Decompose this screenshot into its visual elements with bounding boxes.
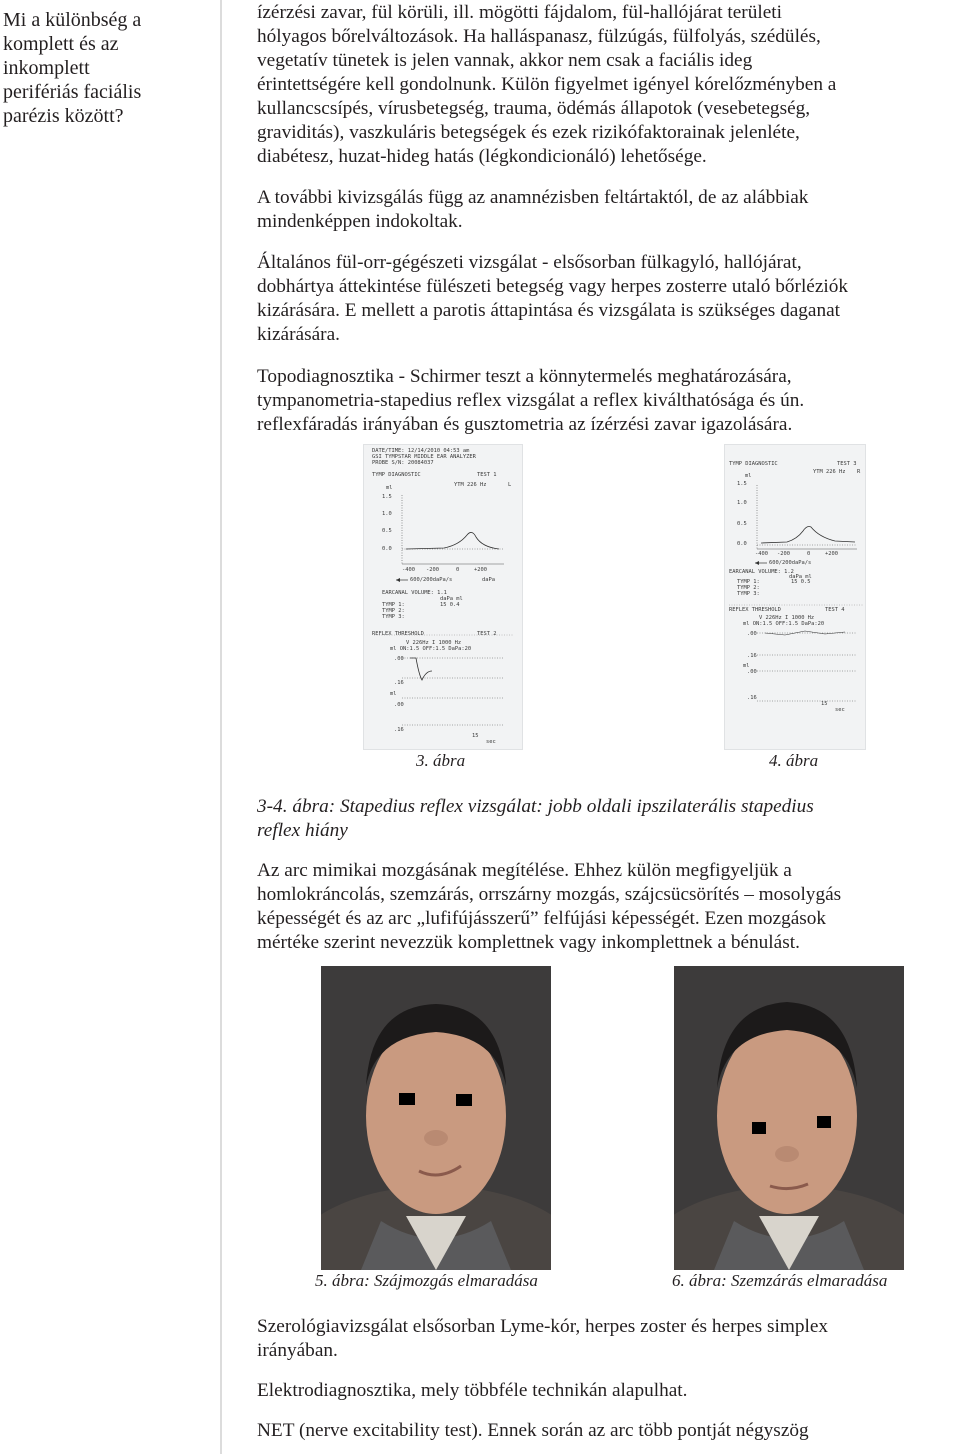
scan-tymp-row: TYMP 1: [382,602,405,608]
text-line: képességét és az arc „lufifújásszerű” felfújási képességét. Ezen mozgások [257,908,827,929]
paragraph-symptoms [257,1,957,169]
scan-x-tick: -200 [777,551,790,557]
patient-photo-drawing [674,966,904,1270]
sidebar-question-line: parézis között? [3,105,124,127]
text-line: Általános fül-orr-gégészeti vizsgálat - elsősorban fülkagyló, hallójárat, [257,252,802,273]
sidebar-question-line: perifériás faciális [3,81,142,103]
scan-x-tick: 0 [456,567,460,573]
scan-x-tick: -400 [402,567,415,573]
scan-sec-label: sec [835,707,845,713]
scan-y-tick: 1.5 [382,494,392,500]
scan-test-label: TEST 3 [837,461,857,467]
scan-reflex-params: V 226Hz I 1000 Hz [406,640,462,646]
patient-photo-drawing [321,966,551,1270]
scan-y-tick: 0.0 [737,541,747,547]
text-line: ízérzési zavar, fül körüli, ill. mögötti fájdalom, fül-hallójárat területi [257,2,782,23]
figure-3-4-caption [257,795,957,843]
scan-x-tick: -200 [426,567,439,573]
scan-side-label: L [508,482,512,488]
sidebar-question-line: Mi a különbség a [3,9,142,31]
text-line: hólyagos bőrelváltozások. Ha halláspanasz, fülzúgás, fülfolyás, szédülés, [257,26,821,47]
scan-tymp-values: 15 0.4 [440,602,460,608]
scan-rate-label: 600/200daPa/s [769,560,812,566]
scan-time-value: 15 [821,701,828,707]
text-line: mindenképpen indokoltak. [257,211,463,232]
text-line: homlokráncolás, szemzárás, orrszárny mozgás, szájcsücsörítés – mosolygás [257,884,842,905]
scan-tymp-row: TYMP 1: [737,579,760,585]
scan-reflex-tick: .16 [394,727,404,733]
scan-reflex-params: V 226Hz I 1000 Hz [759,615,815,621]
scan-tymp-title: TYMP DIAGNOSTIC [729,461,778,467]
scan-tymp-title: TYMP DIAGNOSTIC [372,472,421,478]
paragraph-net [257,1419,957,1443]
text-line: Szerológiavizsgálat elsősorban Lyme-kór, herpes zoster és herpes simplex [257,1316,829,1337]
figure-4-label: 4. ábra [769,751,819,770]
scan-y-tick: 1.0 [382,511,392,517]
scan-earcanal-volume: EARCANAL VOLUME: 1.2 [729,569,794,575]
text-line: A további kivizsgálás függ az anamnézisben feltártaktól, de az alábbiak [257,187,809,208]
scan-tymp-row: TYMP 3: [382,614,405,620]
text-line: mértéke szerint nevezzük komplettnek vagy inkomplettnek a bénulást. [257,932,800,953]
scan-reflex-tick: .16 [747,695,757,701]
scan-tymp-head: daPa ml [440,596,463,602]
scan-reflex-tick: .00 [747,669,757,675]
text-line: dobhártya áttekintése fülészeti betegség vagy herpes zosterre utaló bőrléziók [257,276,849,297]
scan-time-value: 15 [472,733,479,739]
text-line: érintettségére kell gondolnunk. Külön figyelmet igényel kórelőzményben a [257,74,837,95]
scan-y-tick: 1.5 [737,481,747,487]
paragraph-electrodiagnostics [257,1379,957,1403]
paragraph-examination [257,186,957,234]
scan-reflex-on: ml ON:1.5 OFF:1.5 DaPa:20 [390,646,472,652]
scan-earcanal-volume: EARCANAL VOLUME: 1.1 [382,590,447,596]
scan-ml-label: ml [386,485,393,491]
scan-ml-label: ml [745,473,752,479]
scan-ml-label: ml [743,663,750,669]
patient-photo-fig6 [674,966,904,1270]
sidebar-question-line: komplett és az [3,33,119,55]
scan-tymp-values: 15 0.5 [791,579,811,585]
scan-tymp-row: TYMP 2: [382,608,405,614]
scan-x-tick: +200 [825,551,838,557]
caption-line: 3-4. ábra: Stapedius reflex vizsgálat: jobb oldali ipszilaterális stapedius [257,796,814,817]
sidebar [0,0,222,1454]
text-line: kizárására. E mellett a parotis áttapintása és vizsgálata is szükséges daganat [257,300,841,321]
scan-x-tick: 0 [807,551,811,557]
scan-reflex-on: ml ON:1.5 OFF:1.5 DaPa:20 [743,621,825,627]
scan-sec-label: sec [486,739,496,745]
caption-line: reflex hiány [257,820,348,841]
scan-y-tick: 1.0 [737,500,747,506]
scan-y-tick: 0.5 [382,528,392,534]
text-line: graviditás), vaszkuláris betegségek és ezek rizikófaktorainak jelenléte, [257,122,800,143]
scan-ytm-label: YTM 226 Hz [454,482,487,488]
scan-y-tick: 0.0 [382,546,392,552]
text-line: kullancscsípés, vírusbetegség, trauma, ödémás állapotok (vesebetegség, [257,98,811,119]
scan-plot-lines [725,445,866,750]
scan-header-line: PROBE S/N: 20084037 [372,460,434,466]
patient-photo-fig5 [321,966,551,1270]
scan-tymp-row: TYMP 3: [737,591,760,597]
text-line: kizárására. [257,324,340,345]
scan-reflex-title: REFLEX THRESHOLD [729,607,781,613]
scan-x-tick: +200 [474,567,487,573]
scan-ml-label: ml [390,691,397,697]
scan-reflex-tick: .00 [394,656,404,662]
scan-x-tick: -400 [755,551,768,557]
tympanogram-scan-fig4 [724,444,866,750]
text-line: diabétesz, huzat-hideg hatás (légkondicionáló) lehetősége. [257,146,707,167]
scan-reflex-title: REFLEX THRESHOLD [372,631,424,637]
text-line: Elektrodiagnosztika, mely többféle technikán alapulhat. [257,1380,688,1401]
paragraph-serology [257,1315,957,1363]
scan-side-label: R [857,469,861,475]
text-line: reflexfáradás irányában és gusztometria az ízérzési zavar igazolására. [257,414,793,435]
paragraph-topodiagnostics [257,365,957,437]
scan-test-label: TEST 1 [477,472,497,478]
scan-dapa-label: daPa [482,577,495,583]
scan-rate-label: 600/200daPa/s [410,577,453,583]
scan-reflex-tick: .16 [394,680,404,686]
paragraph-facial-movement [257,859,957,955]
scan-ytm-label: YTM 226 Hz [813,469,846,475]
figure-5-caption: 5. ábra: Szájmozgás elmaradása [315,1271,538,1290]
text-line: vegetatív tünetek is jelen vannak, akkor nem csak a faciális ideg [257,50,753,71]
figure-3-label: 3. ábra [416,751,466,770]
text-line: tympanometria-stapedius reflex vizsgálat a reflex kiválthatósága és ún. [257,390,805,411]
text-line: NET (nerve excitability test). Ennek során az arc több pontját négyszög [257,1420,809,1441]
scan-reflex-tick: .00 [394,702,404,708]
scan-reflex-test: TEST 4 [825,607,845,613]
figure-6-caption: 6. ábra: Szemzárás elmaradása [672,1271,888,1290]
sidebar-question-line: inkomplett [3,57,90,79]
text-line: Az arc mimikai mozgásának megítélése. Ehhez külön megfigyeljük a [257,860,792,881]
scan-header-line: GSI TYMPSTAR MIDDLE EAR ANALYZER [372,454,476,460]
tympanogram-scan-fig3 [363,444,523,750]
text-line: Topodiagnosztika - Schirmer teszt a könnytermelés meghatározására, [257,366,792,387]
sidebar-question [3,8,208,128]
scan-tymp-head: daPa ml [789,574,812,580]
scan-reflex-test: TEST 2 [477,631,497,637]
scan-reflex-tick: .16 [747,653,757,659]
scan-tymp-row: TYMP 2: [737,585,760,591]
scan-y-tick: 0.5 [737,521,747,527]
scan-reflex-tick: .00 [747,631,757,637]
paragraph-ent-exam [257,251,957,347]
text-line: irányában. [257,1340,338,1361]
scan-header-line: DATE/TIME: 12/14/2010 04:53 am [372,448,470,454]
